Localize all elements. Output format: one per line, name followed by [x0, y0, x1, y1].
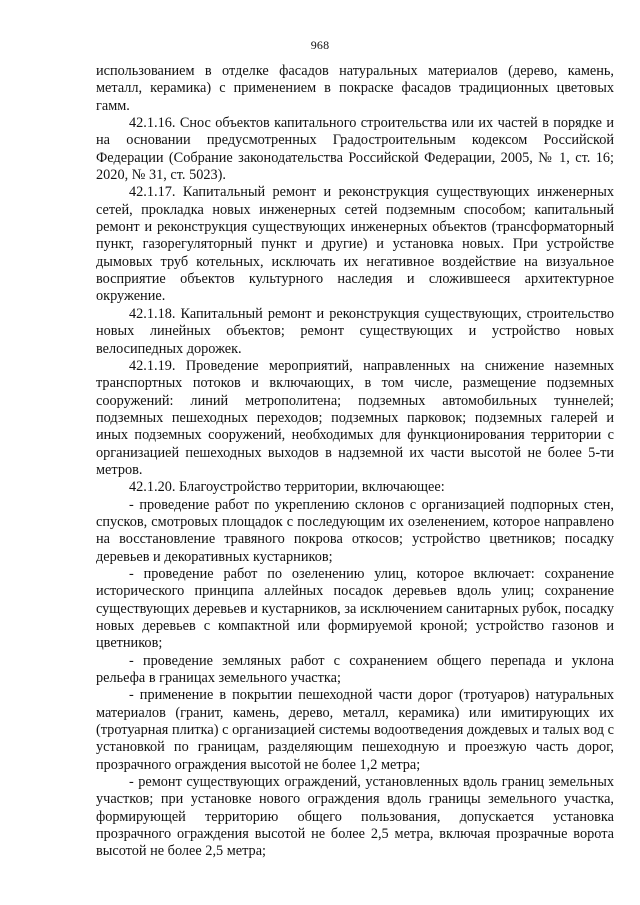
- paragraph-42-1-17: 42.1.17. Капитальный ремонт и реконструкция существующих инженерных сетей, прокладка новых инженерных сетей подземным способом; капитальный ремонт и реконструкция существующих инженерных объектов (трансформаторный пункт, газорегуляторный пункт и другие) и установка новых. При устройстве дымовых труб котельных, исключать их негативное воздействие на визуальное восприятие объектов культурного наследия и сложившееся архитектурное окружение.: [96, 184, 614, 305]
- paragraph-42-1-20: 42.1.20. Благоустройство территории, включающее:: [129, 479, 445, 496]
- document-body: [96, 63, 614, 861]
- paragraph-continuation: использованием в отделке фасадов натуральных материалов (дерево, камень, металл, керамика) с применением в покраске фасадов традиционных цветовых гамм.: [96, 63, 614, 114]
- list-item-slope-works: - проведение работ по укреплению склонов с организацией подпорных стен, спусков, смотровых площадок с последующим их озеленением, которое направлено на восстановление травяного покрова откосов; устройство цветников; посадку деревьев и декоративных кустарников;: [96, 496, 614, 565]
- paragraph-42-1-16: 42.1.16. Снос объектов капитального строительства или их частей в порядке и на основании предусмотренных Градостроительным кодексом Российской Федерации (Собрание законодательства Российской Федерации, 2005, № 1, ст. 16; 2020, № 31, ст. 5023).: [96, 115, 614, 184]
- list-item-street-greening: - проведение работ по озеленению улиц, которое включает: сохранение исторического принципа аллейных посадок деревьев вдоль улиц; сохранение существующих деревьев и кустарников, за исключением санитарных рубок, посадку новых деревьев с компактной или формируемой кроной; устройство газонов и цветников;: [96, 565, 614, 652]
- paragraph-42-1-18: 42.1.18. Капитальный ремонт и реконструкция существующих, строительство новых линейных объектов; ремонт существующих и устройство новых велосипедных дорожек.: [96, 305, 614, 357]
- list-item-fence-repair: - ремонт существующих ограждений, установленных вдоль границ земельных участков; при установке нового ограждения вдоль границы земельного участка, формирующей территорию общего пользования, допускается установка прозрачного ограждения высотой не более 2,5 метра, включая прозрачные ворота высотой не более 2,5 метра;: [96, 774, 614, 860]
- paragraph-42-1-19: 42.1.19. Проведение мероприятий, направленных на снижение наземных транспортных потоков и включающих, в том числе, размещение подземных сооружений: линий метрополитена; подземных автомобильных туннелей; подземных пешеходных переходов; подземных парковок; подземных галерей и иных подземных сооружений, необходимых для функционирования территории с организацией пешеходных выходов в надземной их части высотой не более 5-ти метров.: [96, 357, 614, 478]
- page-number: 968: [310, 38, 330, 52]
- list-item-earthworks: - проведение земляных работ с сохранением общего перепада и уклона рельефа в границах земельного участка;: [96, 652, 614, 687]
- list-item-pavement-materials: - применение в покрытии пешеходной части дорог (тротуаров) натуральных материалов (гранит, камень, дерево, металл, керамика) или имитирующих их (тротуарная плитка) с организацией системы водоотведения дождевых и талых вод с установкой по границам, разделяющим пешеходную и проезжую часть дорог, прозрачного ограждения высотой не более 1,2 метра;: [96, 687, 614, 773]
